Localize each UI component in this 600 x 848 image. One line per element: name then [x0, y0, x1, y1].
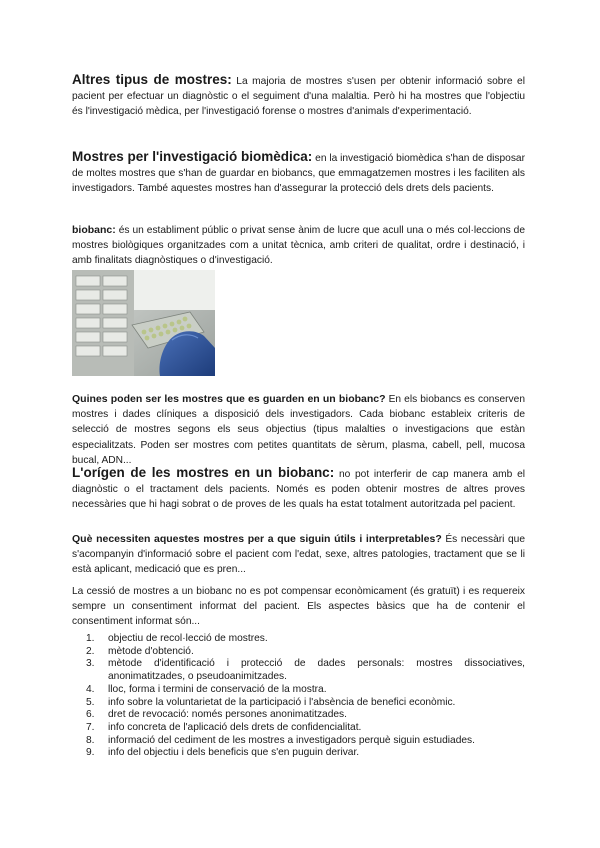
- section-altres-tipus: [72, 72, 525, 120]
- list-item: [86, 645, 525, 659]
- list-number: 4.: [86, 683, 95, 695]
- list-item-text: info del objectiu i dels beneficis que s'en puguin derivar.: [108, 747, 360, 759]
- section-que-necessiten: [72, 532, 525, 578]
- list-item-text: objectiu de recol·lecció de mostres.: [108, 633, 268, 644]
- section-text: És necessàri que s'acompanyin d'informació sobre el pacient com l'edat, sexe, altres patologies, tractament que se li està aplicant, medicació que es pren...: [72, 534, 525, 576]
- section-text: En els biobancs es conserven mostres i dades clíniques a disposició dels investigadors. Cada biobanc estableix criteris de selecció de mostres segons els seus objectius (tipus malalties o investigacions que estàn especialitzats. Poden ser mostres com petites quantitats de sèrum, plasma, cabell, pell, mucosa bucal, ADN...: [72, 394, 525, 466]
- list-number: 9.: [86, 747, 95, 759]
- section-heading: Quines poden ser les mostres que es guarden en un biobanc?: [72, 393, 386, 405]
- section-origen-mostres: [72, 465, 525, 513]
- section-investigacio-biomedica: [72, 149, 525, 197]
- section-heading: Mostres per l'investigació biomèdica:: [72, 149, 313, 164]
- list-number: 2.: [86, 645, 95, 657]
- section-text: en la investigació biomèdica s'han de disposar de moltes mostres que s'han de guardar en biobancs, que emmagatzemen mostres i les faciliten als investigadors. També aquestes mostres han d'assegurar la protecció dels drets dels pacients.: [72, 153, 525, 195]
- list-item: [86, 747, 525, 760]
- list-item: [86, 734, 525, 748]
- list-item: [86, 658, 525, 683]
- list-number: 5.: [86, 696, 95, 708]
- section-text: no pot interferir de cap manera amb el diagnòstic o el tractament dels pacients. Només es poden obtenir mostres de altres proves necessàries que hi hagi sobrat o de proves de les quals ha estat totalment autoritzada pel pacient.: [72, 469, 525, 511]
- consent-aspects-list: [72, 633, 525, 760]
- list-item-text: info concreta de l'aplicació dels drets de confidencialitat.: [108, 721, 362, 733]
- biobank-photo: [72, 270, 215, 376]
- list-item-text: informació del cediment de les mostres a investigadors perquè siguin estudiades.: [108, 734, 475, 746]
- list-item: [86, 633, 525, 646]
- list-number: 8.: [86, 734, 95, 746]
- list-number: 3.: [86, 658, 95, 670]
- section-text: és un establiment públic o privat sense ànim de lucre que acull una o més col·leccions de mostres biològiques organitzades com a unitat tècnica, amb criteri de qualitat, ordre i destinació, i amb finalitats diagnòstiques o d'investigació.: [72, 225, 525, 267]
- list-item-text: mètode d'identificació i protecció de dades personals: mostres dissociatives, anonimatitzades, o pseudoanimitzades.: [108, 658, 525, 683]
- list-item: [86, 696, 525, 710]
- list-item-text: dret de revocació: només persones anonimatitzades.: [108, 709, 347, 721]
- list-item-text: mètode d'obtenció.: [108, 645, 194, 657]
- section-quines-mostres: [72, 392, 525, 468]
- section-text: La cessió de mostres a un biobanc no es pot compensar econòmicament (és gratuït) i es requereix sempre un consentiment informat del pacient. Els aspectes bàsics que ha de contenir el consentiment informat són...: [72, 586, 525, 628]
- list-item: [86, 721, 525, 735]
- biobank-freezer-image: [72, 270, 215, 376]
- section-heading: Què necessiten aquestes mostres per a que siguin útils i interpretables?: [72, 533, 442, 545]
- list-item-text: lloc, forma i termini de conservació de la mostra.: [108, 683, 327, 695]
- section-text: La majoria de mostres s'usen per obtenir informació sobre el pacient per efectuar un diagnòstic o el seguiment d'una malaltia. Però hi ha mostres que l'objectiu és l'investigació mèdica, per l'investigació forense o mostres d'animals d'experimentació.: [72, 76, 525, 118]
- section-heading: biobanc:: [72, 224, 116, 236]
- section-biobanc-definition: [72, 223, 525, 269]
- list-number: 6.: [86, 709, 95, 721]
- section-heading: L'orígen de les mostres en un biobanc:: [72, 465, 335, 480]
- list-item: [86, 709, 525, 722]
- list-item: [86, 683, 525, 697]
- list-number: 7.: [86, 721, 95, 733]
- list-item-text: info sobre la voluntarietat de la participació i l'absència de benefici econòmic.: [108, 696, 456, 708]
- list-number: 1.: [86, 633, 95, 644]
- section-heading: Altres tipus de mostres:: [72, 72, 232, 87]
- section-cessio-mostres: [72, 584, 525, 630]
